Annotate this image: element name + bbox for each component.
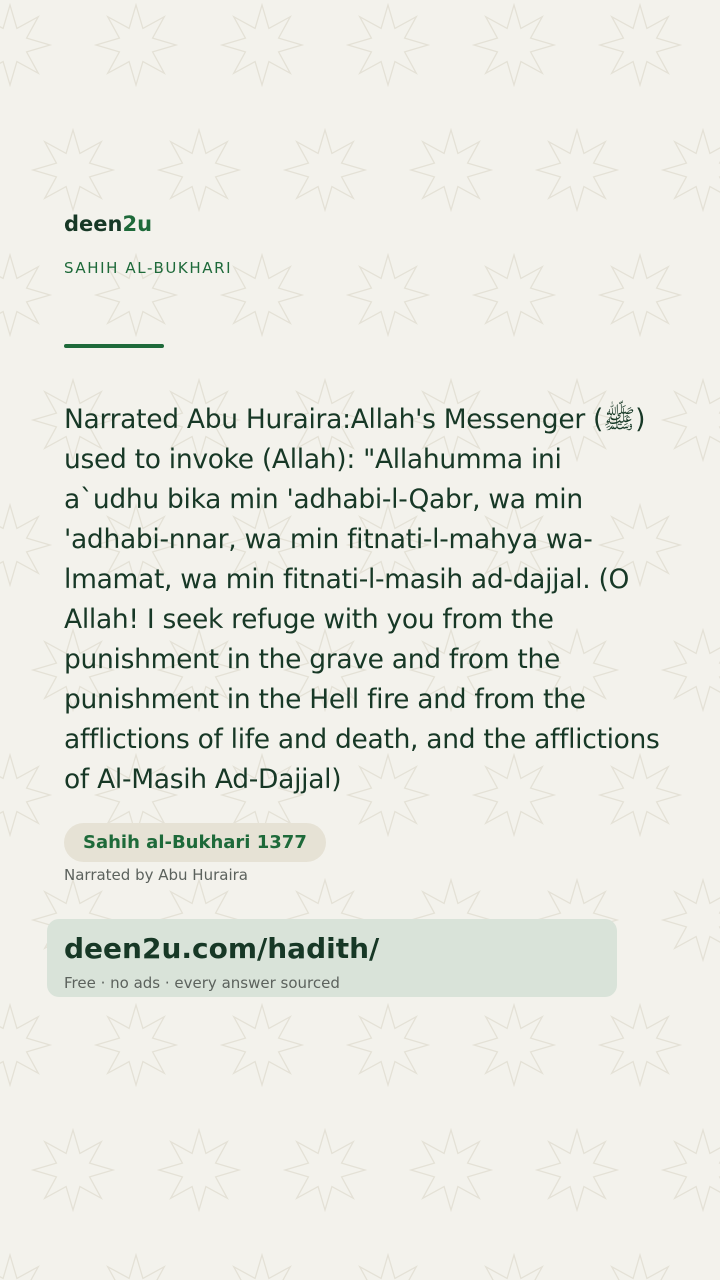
star-motif-icon (474, 1005, 554, 1085)
star-motif-icon (348, 1255, 428, 1280)
star-motif-icon (0, 1255, 50, 1280)
website-link-card[interactable] (47, 919, 617, 997)
star-motif-icon (348, 255, 428, 335)
star-motif-icon (222, 1005, 302, 1085)
star-motif-icon (0, 1005, 50, 1085)
star-motif-icon (411, 1130, 491, 1210)
star-motif-icon (348, 1005, 428, 1085)
star-motif-icon (600, 1255, 680, 1280)
star-motif-icon (600, 1005, 680, 1085)
star-motif-icon (222, 255, 302, 335)
star-motif-icon (222, 1255, 302, 1280)
reference-badge (64, 823, 326, 862)
star-motif-icon (474, 5, 554, 85)
narrator-line: Narrated by Abu Huraira (64, 866, 248, 884)
star-motif-icon (0, 255, 50, 335)
star-motif-icon (600, 5, 680, 85)
collection-label: SAHIH AL-BUKHARI (64, 259, 233, 277)
website-tagline: Free · no ads · every answer sourced (64, 974, 340, 992)
star-motif-icon (0, 755, 50, 835)
star-motif-icon (0, 505, 50, 585)
star-motif-icon (222, 5, 302, 85)
star-motif-icon (537, 1130, 617, 1210)
star-motif-icon (474, 255, 554, 335)
brand-name-accent: 2u (122, 212, 153, 236)
website-url[interactable]: deen2u.com/hadith/ (64, 932, 380, 965)
brand-logo (64, 212, 152, 236)
star-motif-icon (159, 130, 239, 210)
star-motif-icon (600, 255, 680, 335)
star-motif-icon (96, 5, 176, 85)
star-motif-icon (663, 380, 720, 460)
section-divider (64, 344, 164, 348)
star-motif-icon (663, 1130, 720, 1210)
star-motif-icon (96, 1255, 176, 1280)
star-motif-icon (0, 5, 50, 85)
star-motif-icon (33, 1130, 113, 1210)
star-motif-icon (663, 130, 720, 210)
star-motif-icon (348, 5, 428, 85)
star-motif-icon (33, 130, 113, 210)
star-motif-icon (96, 1005, 176, 1085)
star-motif-icon (411, 130, 491, 210)
star-motif-icon (285, 130, 365, 210)
star-motif-icon (663, 630, 720, 710)
star-motif-icon (537, 130, 617, 210)
hadith-text: Narrated Abu Huraira:Allah's Messenger (ﷺ) used to invoke (Allah): "Allahumma ini a`udhu bika min 'adhabi-l-Qabr, wa min 'adhabi-nnar, wa min fitnati-l-mahya wa-lmamat, wa min fitnati-l-masih ad-dajjal. (O Allah! I seek refuge with you from the punishment in the grave and from the punishment in the Hell fire and from the afflictions of life and death, and the afflictions of Al-Masih Ad-Dajjal) (64, 404, 660, 795)
brand-name: deen (64, 212, 123, 236)
star-motif-icon (285, 1130, 365, 1210)
reference-label: Sahih al-Bukhari 1377 (83, 832, 307, 853)
star-motif-icon (474, 1255, 554, 1280)
star-motif-icon (663, 880, 720, 960)
star-motif-icon (159, 1130, 239, 1210)
